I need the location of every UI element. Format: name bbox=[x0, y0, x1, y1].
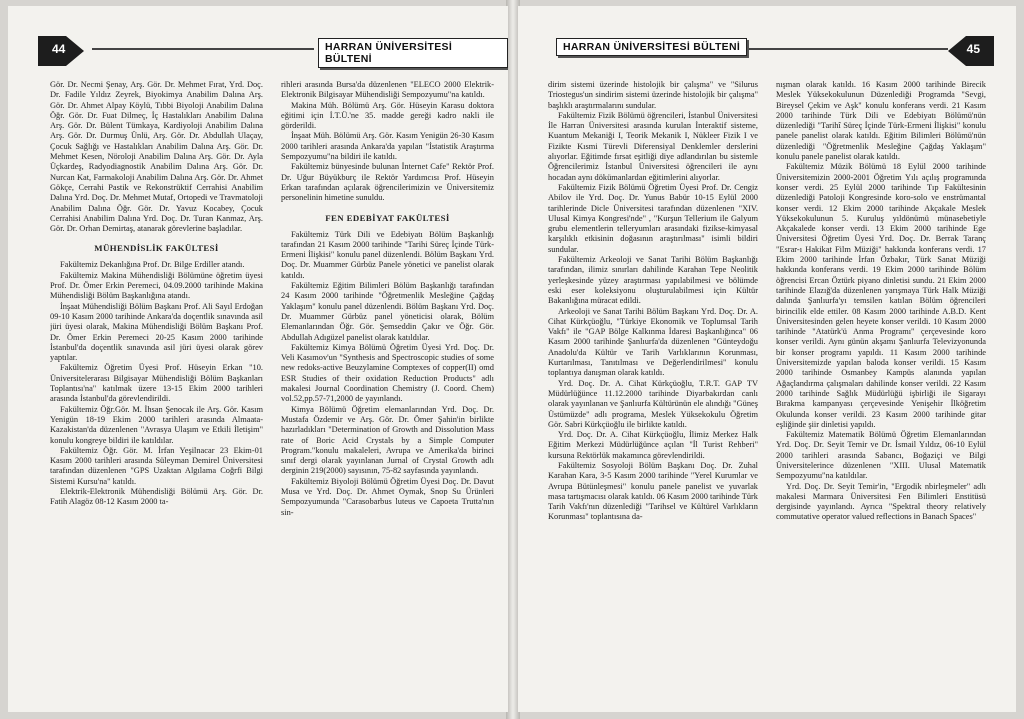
header-rule-left bbox=[92, 48, 314, 50]
paragraph: İnşaat Mühendisliği Bölüm Başkanı Prof. Ali Sayıl Erdoğan 09-10 Kasım 2000 tarihinde Ankara'da doçentlik sınavında asil jüri üyesi olarak, Makina Mühendisliği Bölüm Başkanı Prof. Dr. Ömer Erkin Peremeci 20-25 Kasım 2000 tarihinde İstanbul'da doçentlik sınavında asil jüri üyesi olarak görev yaptılar. bbox=[50, 301, 263, 363]
paragraph: Fakültemiz bünyesinde bulunan İnternet Cafe" Rektör Prof. Dr. Uğur Büyükburç ile Rektör Yardımcısı Prof. Hüseyin Erkan tarafından açılarak öğrencilerimizin ve Üniversitemiz personelinin himetine sunuldu. bbox=[281, 162, 494, 203]
paragraph: Elektrik-Elektronik Mühendisliği Bölümü Arş. Gör. Dr. Fatih Alagöz 08-12 Kasım 2000 ta- bbox=[50, 486, 263, 507]
left-column-1 bbox=[50, 80, 263, 702]
paragraph: Fakültemiz Makina Mühendisliği Bölümüne öğretim üyesi Prof. Dr. Ömer Erkin Peremeci, 04.09.2000 tarihinde Makina Mühendisliği Bölüm Başkanlığına atandı. bbox=[50, 270, 263, 301]
paragraph: Fakültemiz Fizik Bölümü Öğretim Üyesi Prof. Dr. Cengiz Abilov ile Yrd. Doç. Dr. Yunus Babür 10-15 Eylül 2000 tarihlerinde Dicle Üniversitesi tarafından düzenlenen "XIV. Ulusal Kimya Kongresi'nde" , "Kurşun Tellerium ile Galyum grubu elementlerin telleryumları arasındaki fizikse-kimyasal karşılıklı etkisinin doğasının araştırılması" isimli bildiri sundular. bbox=[548, 182, 758, 254]
paragraph: Yrd. Doç. Dr. Seyit Temir'in, "Ergodik nbirleşmeler" adlı makalesi Marmara Üniversitesi Fen Bilimleri Enstitüsü dergisinde yayınlandı. Ayrıca "Spektral theory relatively commutative operator valued reflections in Banach Spaces" bbox=[776, 481, 986, 522]
paragraph: Fakültemiz Öğr. Gör. M. İrfan Yeşilnacar 23 Ekim-01 Kasım 2000 tarihleri arasında Süleyman Demirel Üniversitesi tarafından düzenlenen "GPS Uzaktan Algılama Coğrfi Bilgi Sistemi Kursu'na" katıldı. bbox=[50, 445, 263, 486]
page-number-right: 45 bbox=[966, 42, 980, 56]
paragraph: Fakültemiz Matematik Bölümü Öğretim Elemanlarından Yrd. Doç. Dr. Seyit Temir ve Dr. İsmail Yıldız, 06-10 Eylül 2000 tarihleri arasında Sabancı, Boğaziçi ve Bilgi Üniversitelerince düzenlenen "XIII. Ulusal Matematik Sempozyumu"na katıldılar. bbox=[776, 430, 986, 481]
paragraph: nışman olarak katıldı. 16 Kasım 2000 tarihinde Birecik Meslek Yüksekokulunun Düzenlediği Programda "Sevgi, Bireysel Çekim ve Aşk" konulu konferans verdi. 21 Kasım 2000 tarihinde Türk Dili ve Edebiyatı Bölümü'nün düzenlediği "Tarihî Süreç İçinde Türk-Ermeni İlişkisi" konulu panele panelist olarak katıldı. Eğitim Bilimleri Bölümü'nün düzenlediği "Öğretmenlik Mesleğine Çağdaş Yaklaşım" konulu panele panelist olarak katıldı. bbox=[776, 80, 986, 162]
bulletin-header-left: HARRAN ÜNİVERSİTESİ BÜLTENİ bbox=[318, 38, 508, 68]
page-number-tab-left bbox=[38, 36, 84, 66]
paragraph: Arkeoloji ve Sanat Tarihi Bölüm Başkanı Yrd. Doç. Dr. A. Cihat Kürkçüoğlu, "Türkiye Ekonomik ve Toplumsal Tarih Vakfı" ile "GAP Bölge Kalkınma İdaresi Başkanlığınca" 06 Kasım 2000 tarihinde Şanlıurfa'da düzenlenen "Günteydoğu Anadolu'da Kültür ve Tarih Varlıklarının Korunması, Kurtarılması, Tanıtılması ve Değerlendirilmesi" konulu toplantıya danışman olarak katıldı. bbox=[548, 306, 758, 378]
page-number-tab-right bbox=[948, 36, 994, 66]
paragraph: Fakültemiz Arkeoloji ve Sanat Tarihi Bölüm Başkanlığı tarafından, ilimiz sınırları dahilinde Karahan Tepe Neolitik yerleşkesinde yüzey araştırması yapılabilmesi ve bölümde eski eser koleksiyonu oluşturulabilmesi için Kültür Bakanlığına müracat edildi. bbox=[548, 255, 758, 306]
paragraph: Fakültemiz Dekanlığına Prof. Dr. Bilge Erdiller atandı. bbox=[60, 260, 245, 270]
paragraph: Makina Müh. Bölümü Arş. Gör. Hüseyin Karasu doktora eğitimi için İ.T.Ü.'ne 35. madde gereği kadro nakli ile görderildi. bbox=[281, 100, 494, 131]
paragraph: Yrd. Doç. Dr. A. Cihat Kürkçüoğlu, İlimiz Merkez Halk Eğitim Merkezi Müdürlüğünce açılan "İl Turist Rehberi" kursuna Rektörlük makamınca görevlendirildi. bbox=[548, 430, 758, 460]
paragraph: Fakültemiz Biyoloji Bölümü Öğretim Üyesi Doç. Dr. Davut Musa ve Yrd. Doç. Dr. Ahmet Oymak, Snop Su Ürünleri Sempozyumunda "Carasobarbus luteus ve Capoeta Trutta'nın sin- bbox=[281, 476, 494, 517]
paragraph: Gör. Dr. Necmi Şenay, Arş. Gör. Dr. Mehmet Fırat, Yrd. Doç. Dr. Fadile Yıldız Zeyrek, Biyokimya Anabilim Dalına Arş. Gör. Dr. Ahmet Alpay Köylü, Tıbbi Biyoloji Anabilim Dalına Öğr. Gör. Dr. Fuat Dilmeç, İç Hastalıkları Anabilim Dalına Arş. Gör. Dr. Bülent Tümkaya, Kardiyoloji Anabilim Dalına Arş. Gör. Dr. Durmuş Ünlü, Arş. Gör. Dr. Abdullah Ulaçay, Çocuk Sağlığı ve Hastalıkları Anabilim Dalına Arş. Gör. Dr. Mehmet Kesen, Nöroloji Anabilim Dalına Arş. Gör. Dr. Ayla Üçkardeş, Radyodiagnostik Anabilim Dalına Arş. Gör. Dr. Nurcan Kat, Farmakoloji Anabilim Dalına Arş. Gör. Dr. Ahmet Gökçe, Cerrahi Pastik ve Rekonstrüktif Cerrahisi Anabilim Dalına Yrd. Doç. Dr. Mehmet Mutaf, Ortopedi ve Travmatoloji Anabilim Dalına Öğr. Gör. Dr. Yavuz Kocabey, Çocuk Cerrahisi Anabilim Dalına Yrd. Doç. Dr. Turan Kanmaz, Arş. Gör. Dr. Orhan Demirtaş, atanarak görevlerine başladılar. bbox=[50, 80, 263, 234]
paragraph: Fakültemiz Türk Dili ve Edebiyatı Bölüm Başkanlığı tarafından 21 Kasım 2000 tarihinde "Tarihi Süreç İçinde Türk-Ermeni İlişkisi" konulu panel düzenlendi. Bölüm Başkanı Yrd. Doç. Dr. Muammer Gürbüz Panele yönetici ve panelist olarak katıldı. bbox=[281, 229, 494, 280]
right-column-1 bbox=[548, 80, 758, 702]
paragraph: İnşaat Müh. Bölümü Arş. Gör. Kasım Yenigün 26-30 Kasım 2000 tarihleri arasında Ankara'da yapılan "İstatistik Araştırma Sempozyumu"na bildiri ile katıldı. bbox=[281, 131, 494, 162]
header-rule-right bbox=[718, 48, 948, 50]
right-columns bbox=[548, 80, 986, 702]
paragraph: Fakültemiz Fizik Bölümü öğrencileri, İstanbul Üniversitesi İle Harran Üniversitesi arasında kurulan İnteraktif sisteme, Kuantum Mekaniği I, Teorik Mekanik I, Nükleer Fizik I ve Fizikte Kısmi Türevli Diferensiyal Denklemler derslerini alıyorlar. Eğitimde fırsat eşitliği diye adlandırılan bu sistemle Öğrencilerimiz İstanbul Üniversitesi öğrencileri ile aynı hocadan aynı dökümanlardan eğitimlerini alıyorlar. bbox=[548, 110, 758, 182]
page-number-left: 44 bbox=[52, 42, 66, 56]
paragraph: Fakültemiz Kimya Bölümü Öğretim Üyesi Yrd. Doç. Dr. Veli Kasımov'un "Synthesis and Spectroscopic studies of some new redoks-active Beuzylamine Comptexes of copper(II) omd ESR Studies of their oxidation Reduction Products" adlı makalesi Journal Coordination Chemistry (J. Coord. Chem) vol.52,pp.57-71,2000 de yayınlandı. bbox=[281, 342, 494, 404]
right-page bbox=[518, 6, 1016, 712]
paragraph: Fakültemiz Öğr.Gör. M. İhsan Şenocak ile Arş. Gör. Kasım Yenigün 18-19 Ekim 2000 tarihleri arasında Almaata-Kazakistan'da düzenlenen "Avrasya Ulaşım ve Etkili İletişim" konulu kongreye bildiri ile katıldılar. bbox=[50, 404, 263, 445]
left-page bbox=[8, 6, 508, 712]
section-heading: MÜHENDİSLİK FAKÜLTESİ bbox=[94, 243, 219, 254]
bulletin-header-right: HARRAN ÜNİVERSİTESİ BÜLTENİ bbox=[556, 38, 747, 56]
paragraph: Kimya Bölümü Öğretim elemanlarından Yrd. Doç. Dr. Mustafa Özdemir ve Arş. Gör. Dr. Ömer Şahin'in birlikte hazırladıkları "Determination of Growth and Dissolution Mass rate of Boric Acid Crystals by a Simple Computer Program."konulu makaleleri, Avrupa ve Amerika'da birinci sınıf dergi olarak yayınlanan Jurnal of Crystal Growth adlı derginin 219(2000) sayısının, 75-82 sayfasında yayınlandı. bbox=[281, 404, 494, 476]
paragraph: Yrd. Doç. Dr. A. Cihat Kürkçüoğlu, T.R.T. GAP TV Müdürlüğünce 11.12.2000 tarihinde Diyarbakırdan canlı olarak yayınlanan ve Şanlıurfa Kültürünün ele alındığı "Güneş Üstümüzde" adlı programa, Meslek Yüksekokulu Öğretim Gör. Sabri Kürkçüoğlu ile birlikte katıldı. bbox=[548, 378, 758, 429]
left-column-2 bbox=[281, 80, 494, 702]
paragraph: Fakültemiz Eğitim Bilimleri Bölüm Başkanlığı tarafından 24 Kasım 2000 tarihinde "Öğretmenlik Mesleğine Çağdaş Yaklaşım" konulu panel düzenlendi. Bölüm Başkanı Yrd. Doç. Dr. Muammer Gürbüz panel yöneticisi olarak, Bölüm Elemanlarından Öğr. Gör. Şemseddin Çakır ve Öğr. Gör. Abdullah Adıgüzel panelist olarak katıldılar. bbox=[281, 281, 494, 342]
paragraph: dirim sistemi üzerinde histolojik bir çalışma" ve "Silurus Triostegus'un sindirim sistemi üzerinde histolojik bir çalışma" başlıklı araştırmalarını sundular. bbox=[548, 80, 758, 110]
paragraph: Fakültemiz Müzik Bölümü 18 Eylül 2000 tarihinde Üniversitemizin 2000-2001 Öğretim Yılı açılış programında konser verdi. 25 Eylül 2000 tarihinde Tıp Fakültesinin düzenlediği Patoloji Kongresinde koro-solo ve enstrümantal konser verdi. 12 Ekim 2000 tarihinde Akçakale Meslek Yüksekokulunun 5. Kuruluş yıldönümü münasebetiyle Akçakalede konser verdi. 13 Ekim 2000 tarihinde Ege Üniversitesi Öğretim Üyesi Yrd. Doç. Dr. Berrak Taranç "Esrar-ı Hakikat Film Müziği" hakkında konferans verdi. 17 Ekim 2000 tarihinde İrfan Özbakır, Türk Sanat Müziği hakkında konferans verdi. 19 Ekim 2000 tarihinde Bölüm öğrencisi Ercan Öztürk piyano dinletisi sundu. 21 Ekim 2000 tarihinde Elazığ'da düzenlenen yarışmaya Türk Halk Müziği dalında Şanlıurfa'yı temsilen katılan Bölüm öğrencileri birincilik elde ettiler. 08 Kasım 2000 tarihinde A.B.D. Kent Üniversitesinden gelen heyete konser verildi. 10 Kasım 2000 tarihinde "Atatürk'ü Anma Programı" çerçevesinde koro konser verildi. Aynı günün akşamı Şanlıurfa Televizyonunda bir konser programı yapıldı. 11 Kasım 2000 tarihinde Üniversitemizde yapılan baloda konser verildi. 15 Kasım 2000 tarihinde Osmanbey Kampüs alanında yapılan Ağaçlandırma çalışmaları dahilinde konser verildi. 22 Kasım 2000 tarihinde Sağlık Müdürlüğü işbirliği ile Sigarayı Bırakma kampanyası çerçevesinde Yenişehir İlköğretim Okulunda konser verildi. 23 Kasım 2000 tarihinde gitar eşliğinde şiir dinletisi yapıldı. bbox=[776, 162, 986, 429]
right-column-2 bbox=[776, 80, 986, 702]
section-heading: FEN EDEBİYAT FAKÜLTESİ bbox=[325, 212, 450, 223]
paragraph: Fakültemiz Öğretim Üyesi Prof. Hüseyin Erkan "10. Üniversitelerarası Bilgisayar Mühendisliği Bölüm Başkanları Toplantısı'na" katılmak üzere 13-15 Ekim 2000 tarihleri arasında İstanbul'da görevlendirildi. bbox=[50, 363, 263, 404]
paragraph: Fakültemiz Sosyoloji Bölüm Başkanı Doç. Dr. Zuhal Karahan Kara, 3-5 Kasım 2000 tarihinde "Yerel Kurumlar ve Avrupa Bütünleşmesi" konulu panele panelist ve yuvarlak masa tartışmacısı olarak katıldı. 06 Kasım 2000 tarihinde Türk Tarih Vakfı'nın düzenlediği "Tarihsel ve Kültürel Varlıkların Korunması" toplantısına da- bbox=[548, 460, 758, 522]
left-columns bbox=[50, 80, 494, 702]
paragraph: rihleri arasında Bursa'da düzenlenen "ELECO 2000 Elektrik-Elektronik Bilgisayar Mühendisliği Sempozyumu"na katıldı. bbox=[281, 80, 494, 100]
